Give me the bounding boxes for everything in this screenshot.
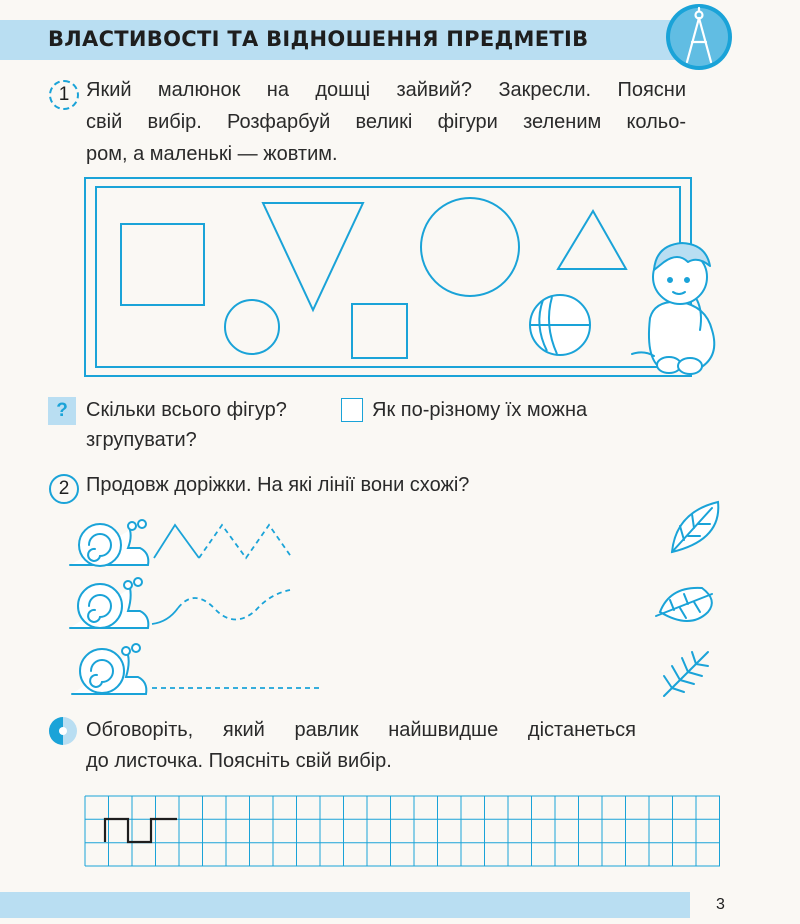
task-number-1: 1: [49, 80, 79, 110]
practice-grid[interactable]: [85, 796, 721, 868]
page-number: 3: [716, 896, 725, 913]
task2-text: Продовж доріжки. На які лінії вони схожі?: [86, 474, 470, 496]
question-badge: ?: [48, 397, 76, 425]
zigzag-path-dashed: [199, 525, 292, 558]
task1-line-1: Який малюнок на дошці зайвий? Закресли. Поясни: [86, 79, 686, 101]
wave-path: [152, 608, 178, 624]
snail-icon: [70, 520, 148, 566]
snail-icon: [70, 578, 148, 628]
page-title: ВЛАСТИВОСТІ ТА ВІДНОШЕННЯ ПРЕДМЕТІВ: [48, 27, 589, 51]
task-number-2: 2: [49, 474, 79, 504]
snail-icon: [72, 644, 146, 694]
question-text-line2: згрупувати?: [86, 429, 197, 451]
leaf-icon: [656, 588, 712, 621]
grid-sample-pattern: [105, 819, 177, 842]
wave-path-dashed: [178, 590, 290, 620]
question-text-part1: Скільки всього фігур?: [86, 399, 287, 421]
footer-band: [0, 892, 690, 918]
half-circle-icon: [48, 716, 78, 746]
question-text-part2: Як по-різному їх можна: [372, 399, 588, 421]
discussion-line-2: до листочка. Поясніть свій вибір.: [86, 750, 392, 772]
discussion-line-1: Обговоріть, який равлик найшвидше дістанеться: [86, 719, 636, 741]
leaf-icon: [664, 652, 708, 696]
leaf-icon: [672, 502, 718, 552]
zigzag-path: [154, 525, 199, 558]
task1-line-3: ром, а маленькі — жовтим.: [86, 143, 338, 165]
task1-line-2: свій вибір. Розфарбуй великі фігури зеленим кольо-: [86, 111, 686, 133]
